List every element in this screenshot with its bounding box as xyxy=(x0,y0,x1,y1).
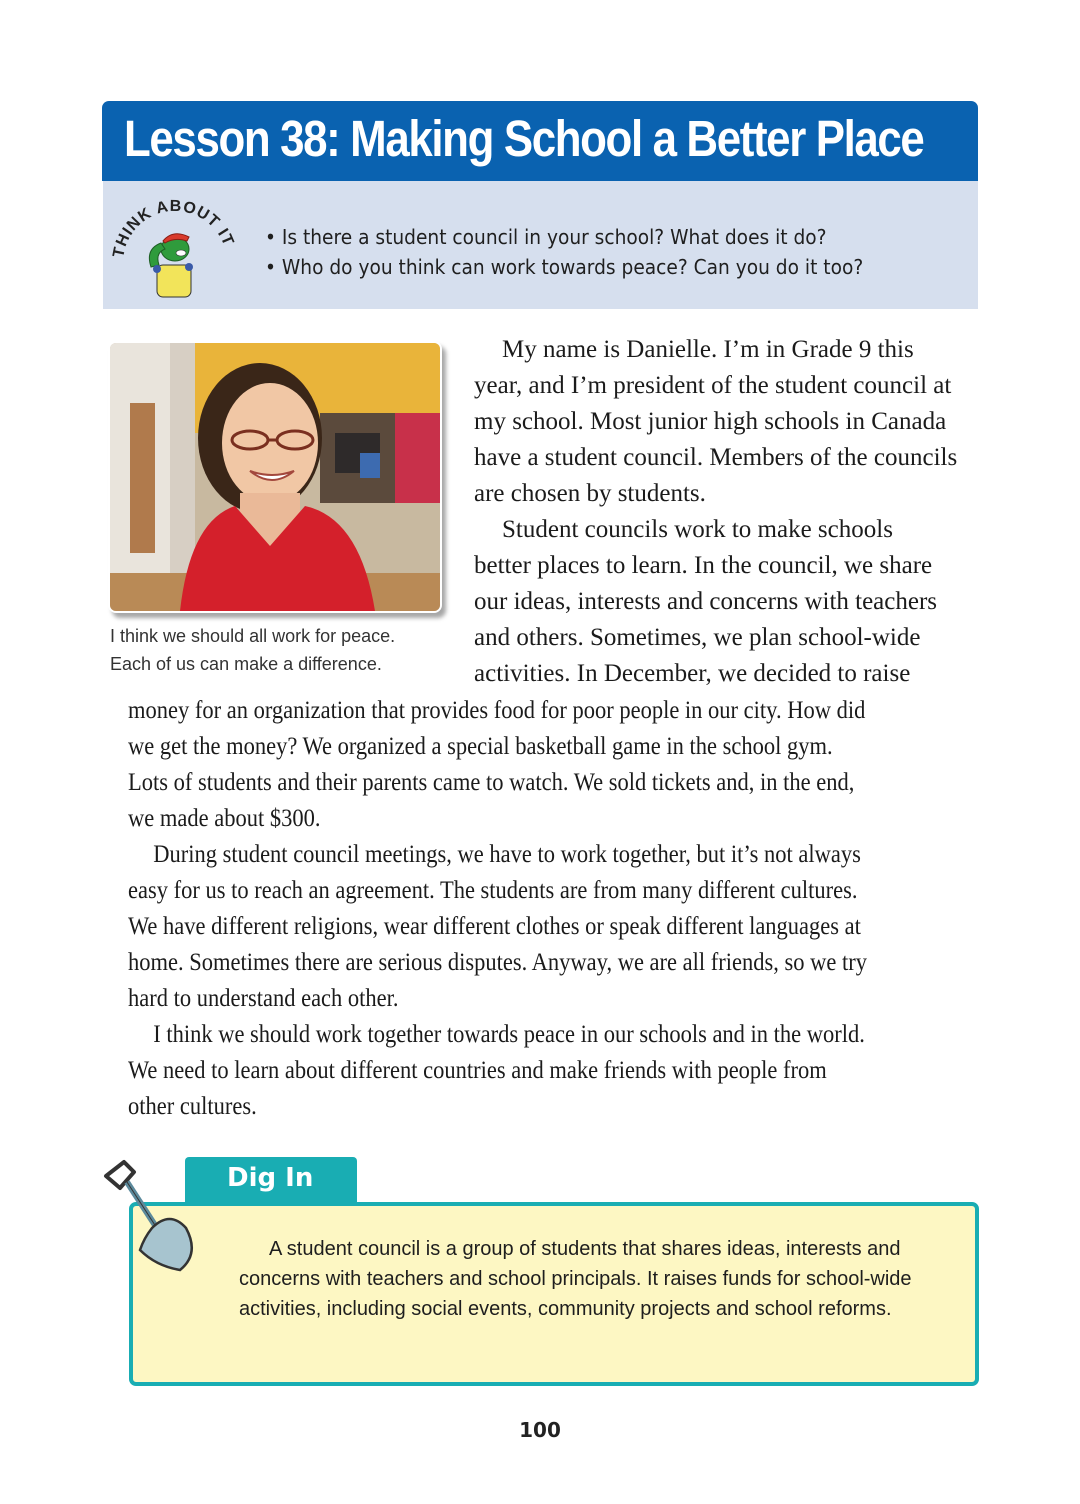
paragraph-line: During student council meetings, we have to work together, but it’s not always xyxy=(153,841,861,868)
paragraph-line: money for an organization that provides food for poor people in our city. How did xyxy=(128,697,866,724)
think-about-it-logo-text: THINK ABOUT IT xyxy=(110,197,237,259)
paragraph-line: we made about $300. xyxy=(128,805,321,832)
photo-caption xyxy=(110,622,395,678)
paragraph-line: We have different religions, wear different clothes or speak different languages at xyxy=(128,913,861,940)
paragraph-line: our ideas, interests and concerns with teachers xyxy=(474,588,938,615)
student-portrait-image xyxy=(110,343,440,611)
paragraph-line: better places to learn. In the council, we share xyxy=(474,552,933,579)
student-photo xyxy=(108,341,442,613)
paragraph-line: are chosen by students. xyxy=(474,480,706,507)
paragraph-line: We need to learn about different countries and make friends with people from xyxy=(128,1057,827,1084)
paragraph-line: home. Sometimes there are serious disputes. Anyway, we are all friends, so we try xyxy=(128,949,867,976)
caption-line: Each of us can make a difference. xyxy=(110,654,382,674)
shovel-icon xyxy=(100,1158,210,1278)
lesson-title-bar xyxy=(102,101,978,181)
paragraph-line: hard to understand each other. xyxy=(128,985,399,1012)
paragraph-line: my school. Most junior high schools in Canada xyxy=(474,408,947,435)
paragraph-line: My name is Danielle. I’m in Grade 9 this xyxy=(502,336,914,363)
question-item: • Who do you think can work towards peace? Can you do it too? xyxy=(265,255,863,285)
turtle-mascot-icon xyxy=(149,234,193,297)
paragraph-line: and others. Sometimes, we plan school-wide xyxy=(474,624,921,651)
dig-in-label: Dig In xyxy=(227,1163,314,1193)
paragraph-line: easy for us to reach an agreement. The students are from many different cultures. xyxy=(128,877,858,904)
dig-in-text: A student council is a group of students that shares ideas, interests and concerns with teachers and school principals. It raises funds for school-wide activities, including social events, community projects and school reforms. xyxy=(239,1238,912,1320)
dig-in-box xyxy=(129,1202,979,1386)
page-number: 100 xyxy=(519,1418,561,1442)
think-about-it-questions xyxy=(265,225,863,285)
paragraph-line: year, and I’m president of the student council at xyxy=(474,372,952,399)
paragraph-line: activities. In December, we decided to raise xyxy=(474,660,911,687)
paragraph-line: other cultures. xyxy=(128,1093,257,1120)
paragraph-line: Lots of students and their parents came to watch. We sold tickets and, in the end, xyxy=(128,769,855,796)
think-about-it-logo-icon xyxy=(109,195,239,300)
dig-in-tab xyxy=(185,1157,357,1203)
lesson-title: Lesson 38: Making School a Better Place xyxy=(124,110,924,167)
paragraph-line: have a student council. Members of the councils xyxy=(474,444,958,471)
paragraph-line: we get the money? We organized a special basketball game in the school gym. xyxy=(128,733,833,760)
reading-text-right-column xyxy=(474,332,984,692)
think-about-it-box xyxy=(103,181,978,309)
reading-text-full-width xyxy=(128,693,988,1125)
paragraph-line: Student councils work to make schools xyxy=(502,516,893,543)
caption-line: I think we should all work for peace. xyxy=(110,626,396,646)
paragraph-line: I think we should work together towards peace in our schools and in the world. xyxy=(153,1021,865,1048)
question-item: • Is there a student council in your school? What does it do? xyxy=(265,225,863,255)
